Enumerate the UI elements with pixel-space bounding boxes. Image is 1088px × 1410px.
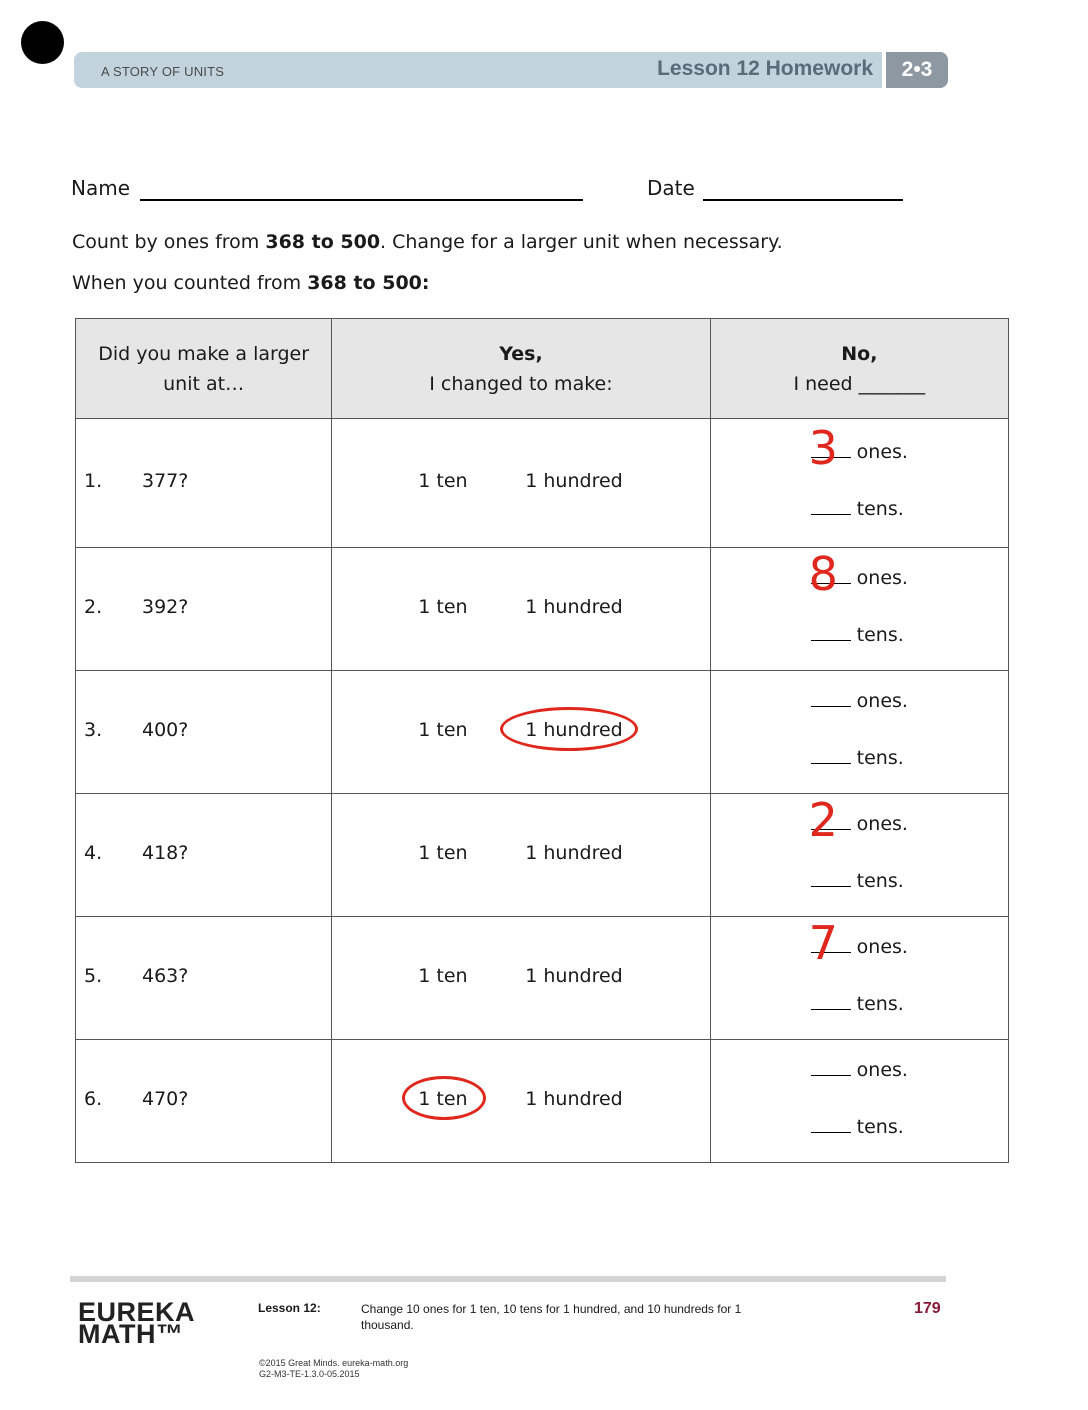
date-field[interactable] (703, 199, 903, 201)
option-hundred[interactable]: 1 hundred (525, 719, 623, 741)
option-hundred[interactable]: 1 hundred (525, 965, 623, 987)
table-header-row (76, 319, 1009, 419)
row-value: 418? (142, 842, 189, 864)
row-value: 400? (142, 719, 189, 741)
table-row (76, 671, 1009, 794)
row-number: 2. (84, 596, 103, 618)
handwritten-digit: 3 (808, 421, 838, 475)
answer-circle (402, 1076, 486, 1120)
tens-answer (811, 624, 904, 646)
tens-blank[interactable] (811, 995, 851, 1010)
option-hundred[interactable]: 1 hundred (525, 470, 623, 492)
instruction-line-1 (72, 231, 783, 253)
tens-blank[interactable] (811, 1118, 851, 1133)
row-number: 4. (84, 842, 103, 864)
copyright-text: ©2015 Great Minds. eureka-math.org (259, 1358, 409, 1368)
option-ten[interactable]: 1 ten (418, 1088, 468, 1110)
col-header-yes (332, 319, 710, 419)
row-value: 463? (142, 965, 189, 987)
tens-answer (811, 747, 904, 769)
handwritten-digit: 8 (808, 547, 838, 601)
option-ten[interactable]: 1 ten (418, 965, 468, 987)
option-ten[interactable]: 1 ten (418, 470, 468, 492)
option-hundred[interactable]: 1 hundred (525, 596, 623, 618)
footer-divider (70, 1276, 946, 1282)
option-hundred[interactable]: 1 hundred (525, 1088, 623, 1110)
row-number: 3. (84, 719, 103, 741)
module-tag: 2•3 (886, 52, 948, 88)
table-row (76, 1040, 1009, 1163)
row-no-cell (710, 794, 1008, 917)
row-yes-cell (332, 917, 710, 1040)
tens-label: tens. (856, 747, 904, 769)
row-number: 1. (84, 470, 103, 492)
col-header-yes-text: I changed to make: (429, 372, 613, 395)
row-yes-cell (332, 419, 710, 548)
instruction-text: Count by ones from (72, 231, 266, 253)
option-ten[interactable]: 1 ten (418, 842, 468, 864)
col-header-no-bold: No, (841, 342, 878, 365)
lesson-title: Lesson 12 Homework (657, 57, 873, 80)
row-yes-cell (332, 794, 710, 917)
row-value: 377? (142, 470, 189, 492)
table-row (76, 548, 1009, 671)
row-question-cell (76, 917, 332, 1040)
row-value: 470? (142, 1088, 189, 1110)
ones-answer (811, 1059, 908, 1081)
ones-label: ones. (856, 1059, 908, 1081)
ones-answer (811, 690, 908, 712)
instruction-text: . Change for a larger unit when necessary. (380, 231, 783, 253)
instruction-line-2 (72, 272, 430, 294)
series-title: A STORY OF UNITS (101, 64, 225, 79)
tens-label: tens. (856, 1116, 904, 1138)
tens-blank[interactable] (811, 872, 851, 887)
logo-line-2: MATH™ (78, 1319, 184, 1349)
tens-label: tens. (856, 498, 904, 520)
eureka-math-logo (78, 1297, 196, 1349)
footer-lesson-label: Lesson 12: (258, 1301, 321, 1315)
tens-answer (811, 498, 904, 520)
instruction-range: 368 to 500: (307, 272, 430, 294)
count-table (75, 318, 1009, 1163)
tens-answer (811, 870, 904, 892)
footer-copyright (259, 1358, 408, 1380)
table-row (76, 917, 1009, 1040)
row-question-cell (76, 419, 332, 548)
handwritten-digit: 7 (808, 916, 838, 970)
ones-label: ones. (856, 441, 908, 463)
tens-blank[interactable] (811, 500, 851, 515)
row-no-cell (710, 548, 1008, 671)
handwritten-digit: 2 (808, 793, 838, 847)
tens-answer (811, 1116, 904, 1138)
table-row (76, 794, 1009, 917)
option-ten[interactable]: 1 ten (418, 719, 468, 741)
row-yes-cell (332, 671, 710, 794)
row-number: 5. (84, 965, 103, 987)
ones-blank[interactable] (811, 1061, 851, 1076)
col-header-question (76, 319, 332, 419)
row-question-cell (76, 548, 332, 671)
ones-blank[interactable] (811, 692, 851, 707)
hole-punch-dot (21, 21, 64, 64)
row-yes-cell (332, 548, 710, 671)
tens-label: tens. (856, 870, 904, 892)
tens-label: tens. (856, 624, 904, 646)
row-no-cell (710, 917, 1008, 1040)
col-header-yes-bold: Yes, (499, 342, 543, 365)
ones-label: ones. (856, 936, 908, 958)
instruction-range: 368 to 500 (265, 231, 381, 253)
date-label: Date (647, 176, 695, 200)
document-code: G2-M3-TE-1.3.0-05.2015 (259, 1369, 360, 1379)
page-number: 179 (914, 1300, 941, 1317)
instruction-text: When you counted from (72, 272, 308, 294)
ones-label: ones. (856, 690, 908, 712)
option-ten[interactable]: 1 ten (418, 596, 468, 618)
tens-blank[interactable] (811, 626, 851, 641)
row-number: 6. (84, 1088, 103, 1110)
ones-label: ones. (856, 567, 908, 589)
tens-blank[interactable] (811, 749, 851, 764)
table-row (76, 419, 1009, 548)
logo-line-1: EUREKA (78, 1297, 196, 1327)
option-hundred[interactable]: 1 hundred (525, 842, 623, 864)
row-no-cell (710, 419, 1008, 548)
row-yes-cell (332, 1040, 710, 1163)
tens-label: tens. (856, 993, 904, 1015)
answer-circle (500, 707, 638, 751)
name-label: Name (71, 176, 131, 200)
col-header-no-text: I need _______ (793, 372, 926, 395)
col-header-question-text: Did you make a larger unit at… (98, 342, 310, 395)
tens-answer (811, 993, 904, 1015)
footer-description: Change 10 ones for 1 ten, 10 tens for 1 hundred, and 10 hundreds for 1 thousand. (361, 1302, 742, 1332)
col-header-no (710, 319, 1008, 419)
row-no-cell (710, 1040, 1008, 1163)
row-question-cell (76, 1040, 332, 1163)
row-no-cell (710, 671, 1008, 794)
row-question-cell (76, 671, 332, 794)
name-field[interactable] (140, 199, 583, 201)
row-question-cell (76, 794, 332, 917)
ones-label: ones. (856, 813, 908, 835)
row-value: 392? (142, 596, 189, 618)
